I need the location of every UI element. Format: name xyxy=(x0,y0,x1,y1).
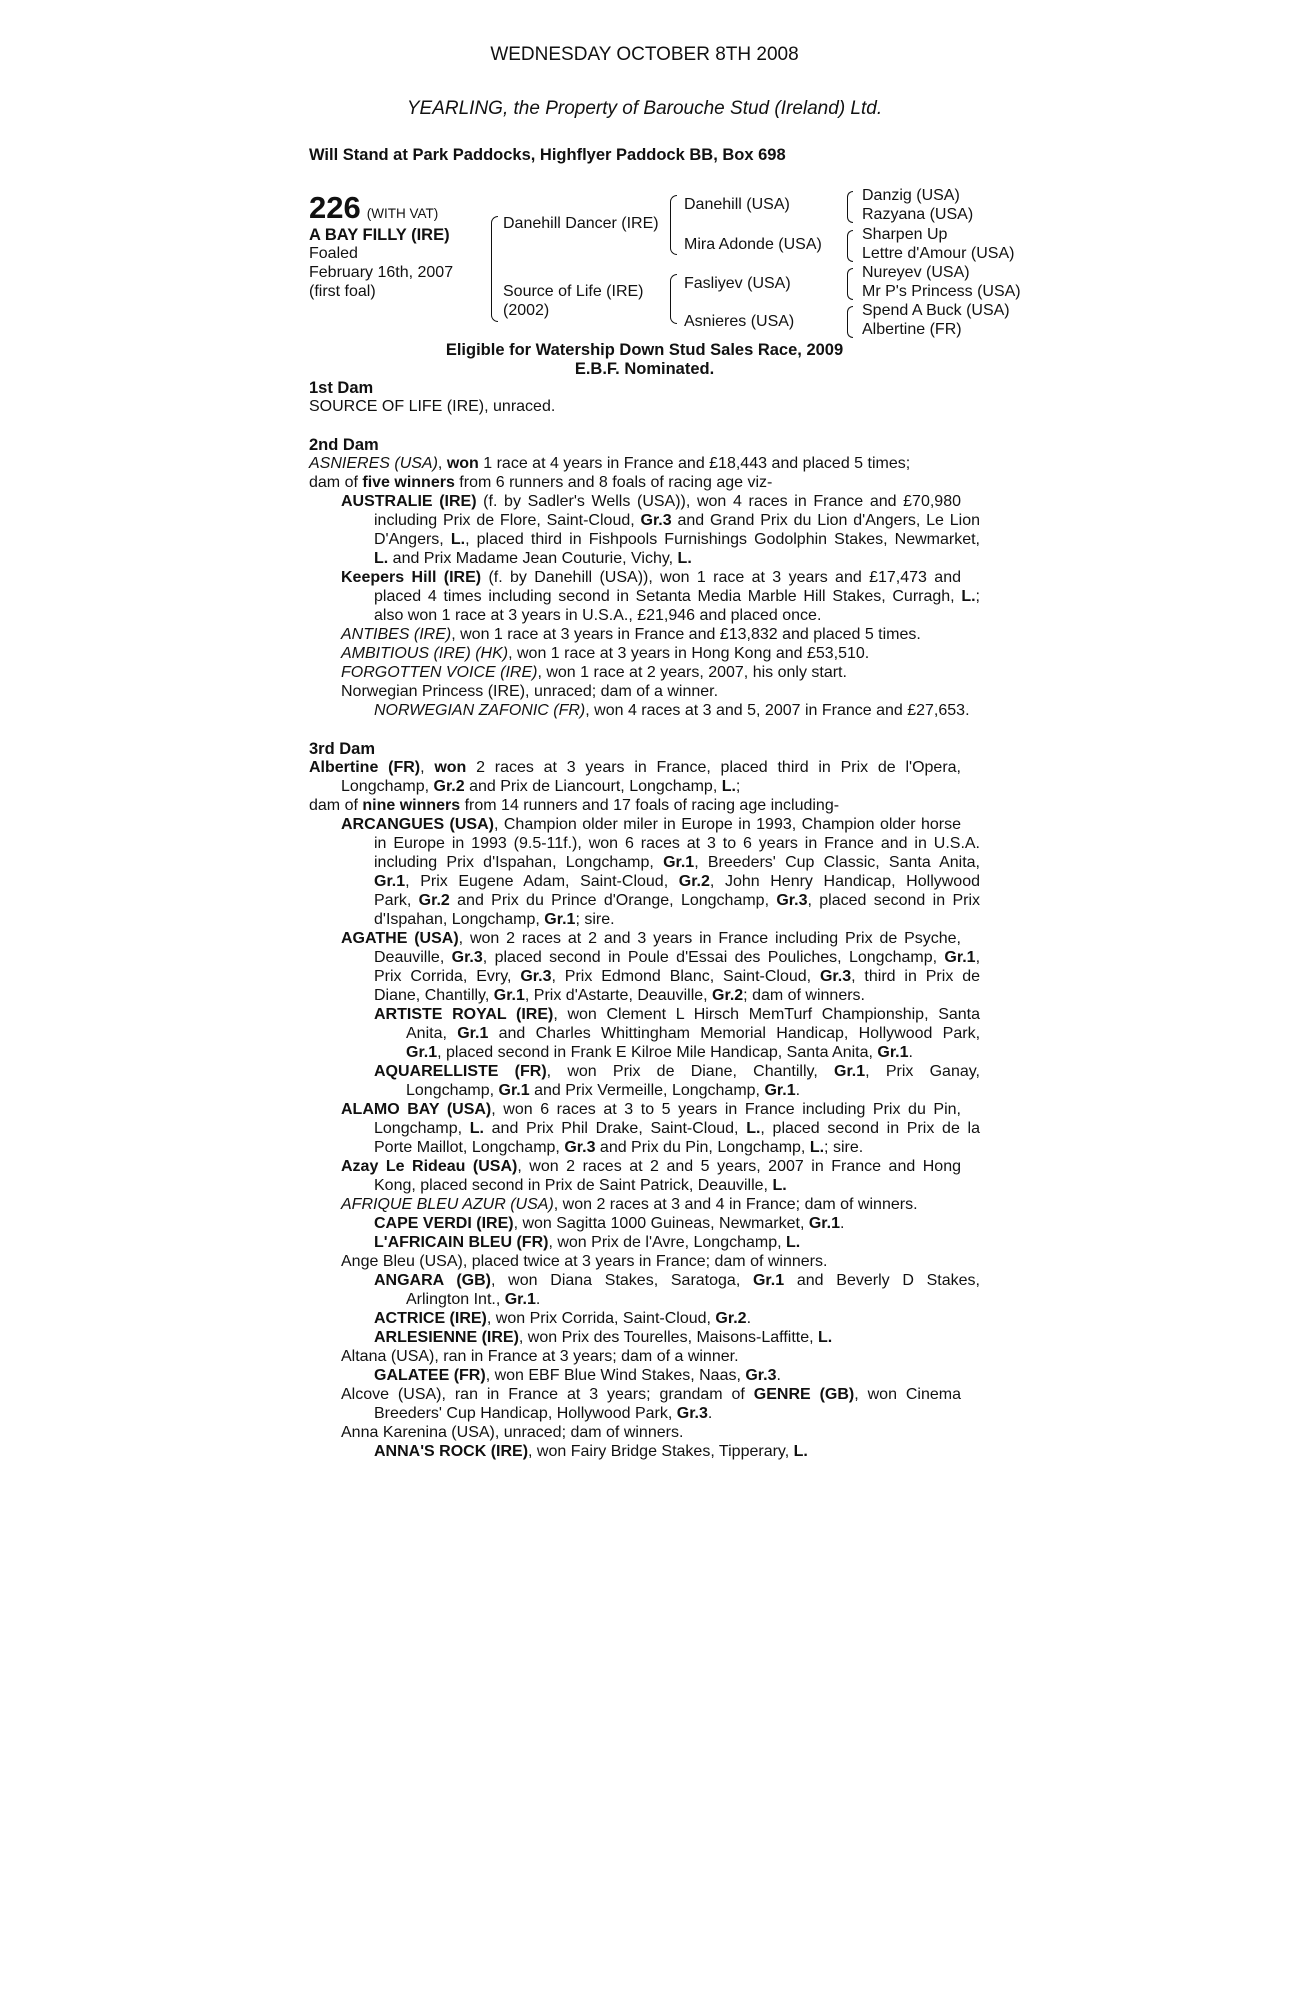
arcangues-line-6: d'Ispahan, Longchamp, Gr.1; sire. xyxy=(374,911,615,928)
ange-bleu-line: Ange Bleu (USA), placed twice at 3 years in France; dam of winners. xyxy=(341,1253,828,1270)
sale-date: WEDNESDAY OCTOBER 8TH 2008 xyxy=(490,44,799,65)
grandsire-1: Danehill (USA) xyxy=(684,196,790,213)
aquarelliste-line-1: AQUARELLISTE (FR), won Prix de Diane, Chantilly, Gr.1, Prix Ganay, xyxy=(374,1063,981,1080)
foaled-label: Foaled xyxy=(309,245,358,262)
azay-le-rideau-line-2: Kong, placed second in Prix de Saint Patrick, Deauville, L. xyxy=(374,1177,787,1194)
sire: Danehill Dancer (IRE) xyxy=(503,215,659,232)
albertine-line-1: Albertine (FR), won 2 races at 3 years in France, placed third in Prix de l'Opera, xyxy=(309,759,962,776)
great-grandparent-7: Spend A Buck (USA) xyxy=(862,302,1010,319)
second-dam-line-2: dam of five winners from 6 runners and 8 foals of racing age viz- xyxy=(309,474,773,491)
alamo-bay-line-1: ALAMO BAY (USA), won 6 races at 3 to 5 years in France including Prix du Pin, xyxy=(341,1101,961,1118)
alamo-bay-line-3: Porte Maillot, Longchamp, Gr.3 and Prix du Pin, Longchamp, L.; sire. xyxy=(374,1139,864,1156)
first-dam-heading: 1st Dam xyxy=(309,379,374,397)
australie-line-4: L. and Prix Madame Jean Couturie, Vichy, L. xyxy=(374,550,692,567)
alcove-line-2: Breeders' Cup Handicap, Hollywood Park, Gr.3. xyxy=(374,1405,713,1422)
agathe-line-2: Deauville, Gr.3, placed second in Poule d'Essai des Pouliches, Longchamp, Gr.1, xyxy=(374,949,981,966)
stand-location: Will Stand at Park Paddocks, Highflyer Paddock BB, Box 698 xyxy=(309,146,786,164)
galatee-line: GALATEE (FR), won EBF Blue Wind Stakes, Naas, Gr.3. xyxy=(374,1367,781,1384)
afrique-bleu-azur-line: AFRIQUE BLEU AZUR (USA), won 2 races at 3 and 4 in France; dam of winners. xyxy=(341,1196,918,1213)
australie-line-3: D'Angers, L., placed third in Fishpools Furnishings Godolphin Stakes, Newmarket, xyxy=(374,531,980,548)
albertine-line-3: dam of nine winners from 14 runners and 17 foals of racing age including- xyxy=(309,797,840,814)
pedigree-brace-dam xyxy=(670,274,677,324)
foaled-date: February 16th, 2007 xyxy=(309,264,454,281)
pedigree-brace-ggs-1 xyxy=(847,191,853,223)
third-dam-heading: 3rd Dam xyxy=(309,740,376,758)
lafricain-bleu-line: L'AFRICAIN BLEU (FR), won Prix de l'Avre, Longchamp, L. xyxy=(374,1234,801,1251)
great-grandparent-6: Mr P's Princess (USA) xyxy=(862,283,1021,300)
pedigree-brace-sire xyxy=(670,195,677,255)
eligibility-line: Eligible for Watership Down Stud Sales Race, 2009 xyxy=(445,341,844,359)
second-dam-heading: 2nd Dam xyxy=(309,436,379,454)
aquarelliste-line-2: Longchamp, Gr.1 and Prix Vermeille, Longchamp, Gr.1. xyxy=(406,1082,801,1099)
pedigree-brace-ggs-3 xyxy=(847,268,853,300)
forgotten-voice-line: FORGOTTEN VOICE (IRE), won 1 race at 2 years, 2007, his only start. xyxy=(341,664,847,681)
first-foal-note: (first foal) xyxy=(309,283,376,300)
artiste-royal-line-1: ARTISTE ROYAL (IRE), won Clement L Hirsch MemTurf Championship, Santa xyxy=(374,1006,981,1023)
lot-name: A BAY FILLY (IRE) xyxy=(309,226,450,244)
keepers-hill-line-2: placed 4 times including second in Setanta Media Marble Hill Stakes, Curragh, L.; xyxy=(374,588,980,605)
anna-karenina-line: Anna Karenina (USA), unraced; dam of winners. xyxy=(341,1424,684,1441)
dam: Source of Life (IRE) xyxy=(503,283,644,300)
great-grandparent-2: Razyana (USA) xyxy=(862,206,974,223)
ambitious-line: AMBITIOUS (IRE) (HK), won 1 race at 3 years in Hong Kong and £53,510. xyxy=(341,645,870,662)
agathe-line-3: Prix Corrida, Evry, Gr.3, Prix Edmond Blanc, Saint-Cloud, Gr.3, third in Prix de xyxy=(374,968,980,985)
norwegian-princess-line: Norwegian Princess (IRE), unraced; dam of a winner. xyxy=(341,683,719,700)
second-dam-line-1: ASNIERES (USA), won 1 race at 4 years in France and £18,443 and placed 5 times; xyxy=(309,455,911,472)
ebf-line: E.B.F. Nominated. xyxy=(574,360,715,378)
angara-line-1: ANGARA (GB), won Diana Stakes, Saratoga, Gr.1 and Beverly D Stakes, xyxy=(374,1272,980,1289)
artiste-royal-line-3: Gr.1, placed second in Frank E Kilroe Mile Handicap, Santa Anita, Gr.1. xyxy=(406,1044,913,1061)
australie-line-2: including Prix de Flore, Saint-Cloud, Gr.3 and Grand Prix du Lion d'Angers, Le Lion xyxy=(374,512,981,529)
vendor-line: YEARLING, the Property of Barouche Stud (Ireland) Ltd. xyxy=(406,98,883,119)
arcangues-line-3: including Prix d'Ispahan, Longchamp, Gr.1, Breeders' Cup Classic, Santa Anita, xyxy=(374,854,981,871)
agathe-line-1: AGATHE (USA), won 2 races at 2 and 3 years in France including Prix de Psyche, xyxy=(341,930,962,947)
pedigree-brace-ggs-2 xyxy=(847,230,853,262)
great-grandparent-3: Sharpen Up xyxy=(862,226,948,243)
great-grandparent-5: Nureyev (USA) xyxy=(862,264,970,281)
lot-header xyxy=(309,190,438,226)
norwegian-zafonic-line: NORWEGIAN ZAFONIC (FR), won 4 races at 3 and 5, 2007 in France and £27,653. xyxy=(374,702,970,719)
grandsire-2: Fasliyev (USA) xyxy=(684,275,791,292)
great-grandparent-8: Albertine (FR) xyxy=(862,321,962,338)
actrice-line: ACTRICE (IRE), won Prix Corrida, Saint-Cloud, Gr.2. xyxy=(374,1310,752,1327)
great-grandparent-1: Danzig (USA) xyxy=(862,187,960,204)
pedigree-brace-ggs-4 xyxy=(847,306,853,338)
arcangues-line-4: Gr.1, Prix Eugene Adam, Saint-Cloud, Gr.2, John Henry Handicap, Hollywood xyxy=(374,873,980,890)
arcangues-line-1: ARCANGUES (USA), Champion older miler in Europe in 1993, Champion older horse xyxy=(341,816,962,833)
agathe-line-4: Diane, Chantilly, Gr.1, Prix d'Astarte, Deauville, Gr.2; dam of winners. xyxy=(374,987,865,1004)
arcangues-line-5: Park, Gr.2 and Prix du Prince d'Orange, Longchamp, Gr.3, placed second in Prix xyxy=(374,892,980,909)
altana-line: Altana (USA), ran in France at 3 years; dam of a winner. xyxy=(341,1348,739,1365)
first-dam-text: SOURCE OF LIFE (IRE), unraced. xyxy=(309,398,556,415)
vat-note: (WITH VAT) xyxy=(366,206,439,221)
great-grandparent-4: Lettre d'Amour (USA) xyxy=(862,245,1015,262)
annas-rock-line: ANNA'S ROCK (IRE), won Fairy Bridge Stakes, Tipperary, L. xyxy=(374,1443,808,1460)
alcove-line-1: Alcove (USA), ran in France at 3 years; grandam of GENRE (GB), won Cinema xyxy=(341,1386,962,1403)
keepers-hill-line-3: also won 1 race at 3 years in U.S.A., £21,946 and placed once. xyxy=(374,607,822,624)
australie-line-1: AUSTRALIE (IRE) (f. by Sadler's Wells (USA)), won 4 races in France and £70,980 xyxy=(341,493,961,510)
keepers-hill-line-1: Keepers Hill (IRE) (f. by Danehill (USA)), won 1 race at 3 years and £17,473 and xyxy=(341,569,961,586)
arcangues-line-2: in Europe in 1993 (9.5-11f.), won 6 races at 3 to 6 years in France and in U.S.A. xyxy=(374,835,980,852)
lot-number: 226 xyxy=(309,190,361,225)
cape-verdi-line: CAPE VERDI (IRE), won Sagitta 1000 Guineas, Newmarket, Gr.1. xyxy=(374,1215,845,1232)
angara-line-2: Arlington Int., Gr.1. xyxy=(406,1291,541,1308)
antibes-line: ANTIBES (IRE), won 1 race at 3 years in France and £13,832 and placed 5 times. xyxy=(341,626,921,643)
granddam-1: Mira Adonde (USA) xyxy=(684,236,822,253)
albertine-line-2: Longchamp, Gr.2 and Prix de Liancourt, Longchamp, L.; xyxy=(341,778,741,795)
azay-le-rideau-line-1: Azay Le Rideau (USA), won 2 races at 2 and 5 years, 2007 in France and Hong xyxy=(341,1158,961,1175)
artiste-royal-line-2: Anita, Gr.1 and Charles Whittingham Memorial Handicap, Hollywood Park, xyxy=(406,1025,981,1042)
alamo-bay-line-2: Longchamp, L. and Prix Phil Drake, Saint-Cloud, L., placed second in Prix de la xyxy=(374,1120,980,1137)
pedigree-brace-main xyxy=(491,216,498,322)
dam-year: (2002) xyxy=(503,302,550,319)
arlesienne-line: ARLESIENNE (IRE), won Prix des Tourelles, Maisons-Laffitte, L. xyxy=(374,1329,833,1346)
granddam-2: Asnieres (USA) xyxy=(684,313,795,330)
